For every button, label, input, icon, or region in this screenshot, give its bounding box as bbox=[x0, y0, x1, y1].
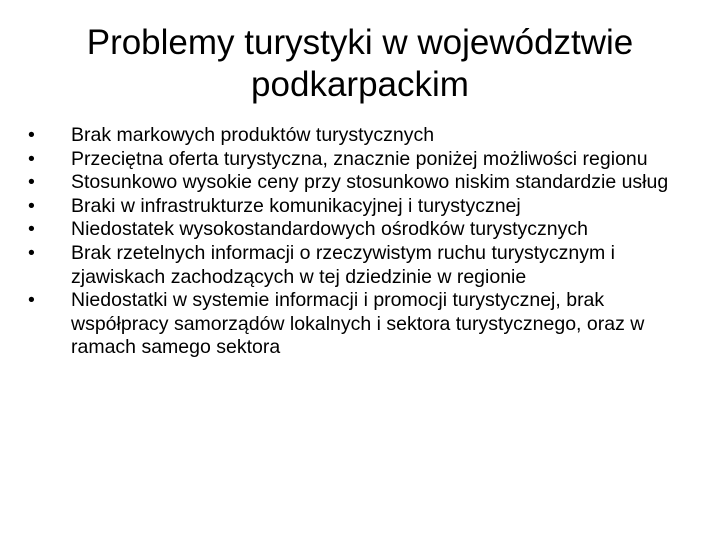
bullet-text: Brak rzetelnych informacji o rzeczywistym ruchu turystycznym i zjawiskach zachodzących w tej dziedzinie w regionie bbox=[71, 241, 615, 288]
bullet-item bbox=[28, 171, 698, 195]
bullet-item bbox=[28, 195, 698, 219]
bullet-icon: • bbox=[28, 289, 35, 312]
bullet-item bbox=[28, 218, 698, 242]
bullet-item bbox=[28, 124, 698, 148]
bullet-item bbox=[28, 148, 698, 172]
bullet-icon: • bbox=[28, 218, 35, 241]
bullet-icon: • bbox=[28, 124, 35, 146]
bullet-text: Niedostatki w systemie informacji i promocji turystycznej, brak współpracy samorządów lokalnych i sektora turystycznego, oraz w ramach samego sektora bbox=[71, 289, 645, 359]
bullet-text: Braki w infrastrukturze komunikacyjnej i turystycznej bbox=[71, 194, 521, 217]
bullet-text: Przeciętna oferta turystyczna, znacznie poniżej możliwości regionu bbox=[71, 147, 648, 170]
bullet-list bbox=[28, 124, 698, 360]
bullet-icon: • bbox=[28, 171, 35, 194]
bullet-item bbox=[28, 242, 698, 289]
bullet-text: Brak markowych produktów turystycznych bbox=[71, 124, 435, 146]
bullet-text: Stosunkowo wysokie ceny przy stosunkowo niskim standardzie usług bbox=[71, 171, 669, 194]
slide-title: Problemy turystyki w województwie podkarpackim bbox=[86, 23, 634, 104]
bullet-item bbox=[28, 289, 698, 360]
bullet-text: Niedostatek wysokostandardowych ośrodków turystycznych bbox=[71, 218, 588, 241]
bullet-icon: • bbox=[28, 147, 35, 170]
bullet-icon: • bbox=[28, 194, 35, 217]
bullet-icon: • bbox=[28, 241, 35, 264]
